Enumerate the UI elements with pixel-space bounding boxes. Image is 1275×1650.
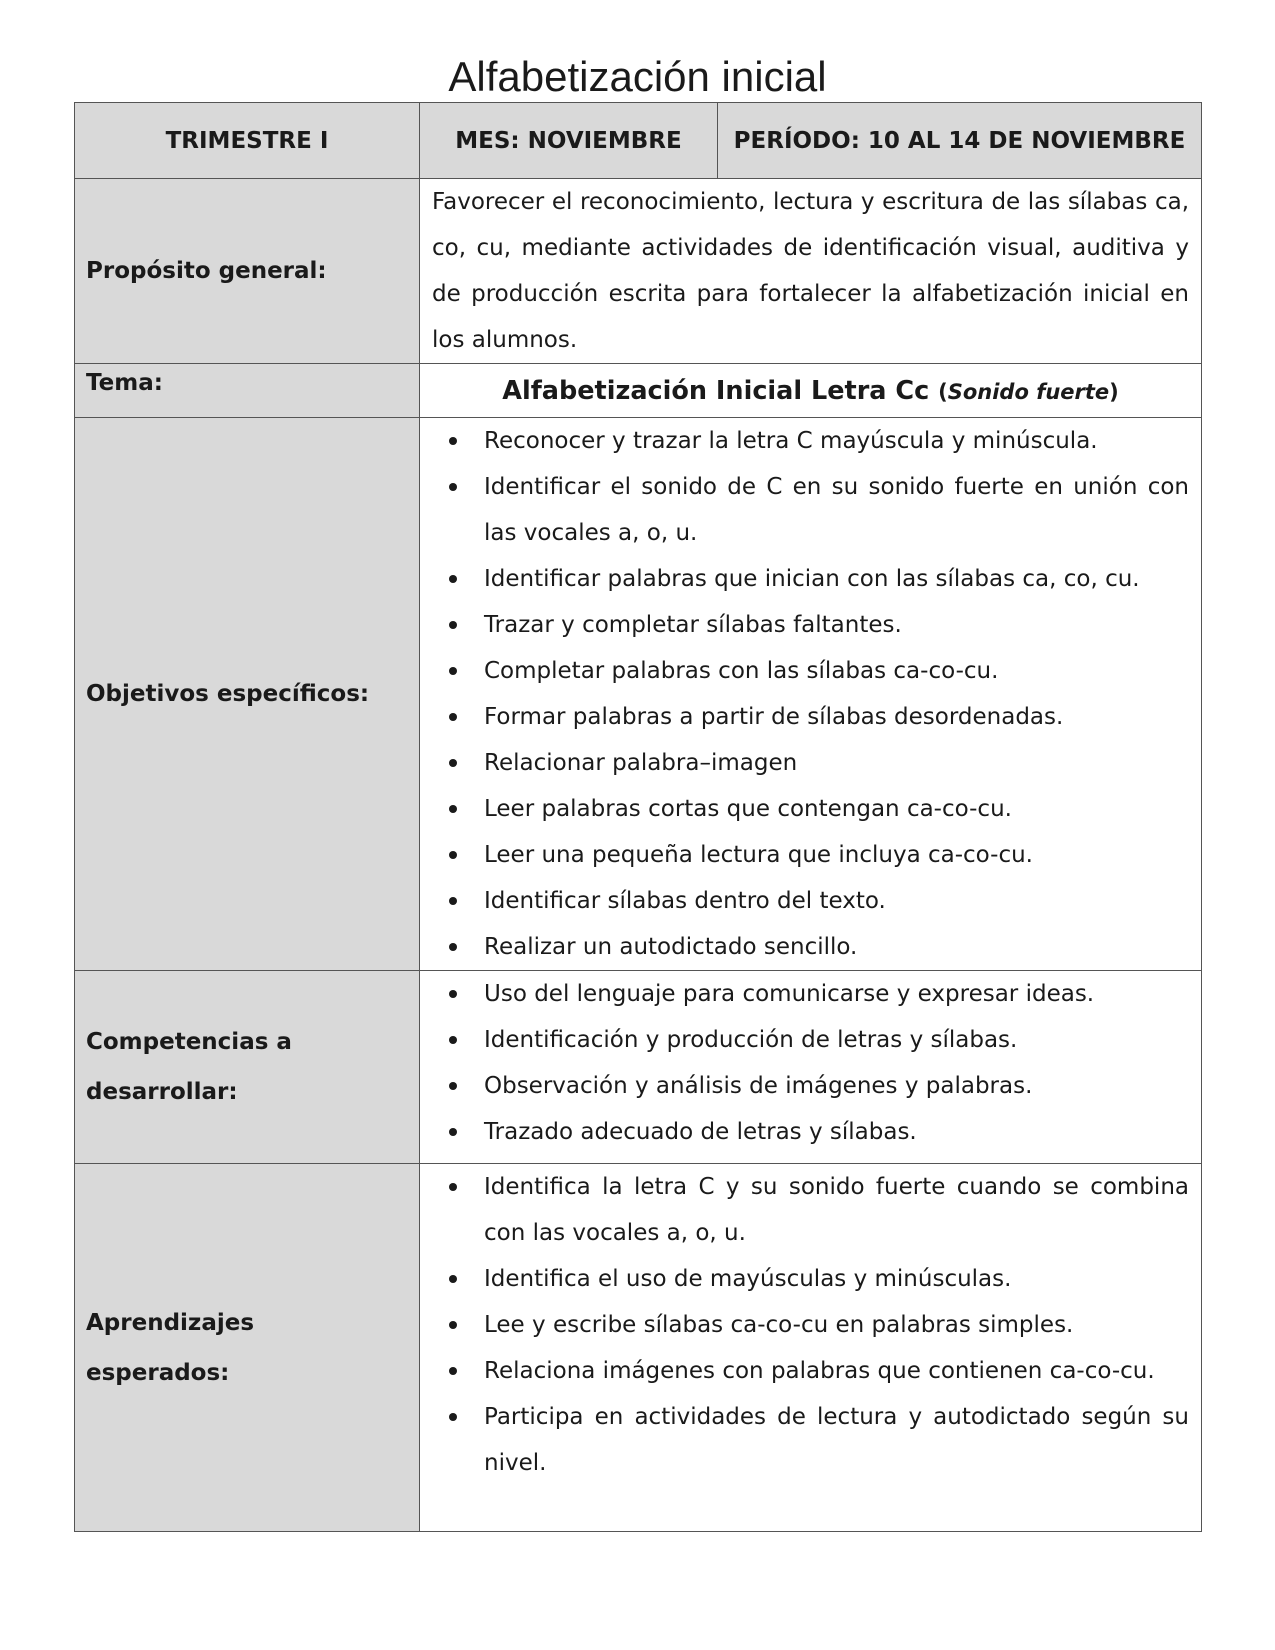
objetivos-row: [75, 418, 1202, 971]
list-item-text: Identificar sílabas dentro del texto.: [484, 888, 886, 914]
list-item: [432, 694, 1189, 740]
trimestre-cell: TRIMESTRE I: [75, 103, 420, 179]
tema-main: Alfabetización Inicial Letra Cc: [502, 375, 939, 406]
bullet-icon: [449, 1082, 457, 1090]
list-item: [432, 832, 1189, 878]
list-item: [432, 878, 1189, 924]
list-item-text: Trazar y completar sílabas faltantes.: [484, 612, 902, 638]
bullet-icon: [449, 437, 457, 445]
bullet-icon: [449, 943, 457, 951]
bullet-icon: [449, 575, 457, 583]
proposito-row: [75, 179, 1202, 364]
objetivos-label: Objetivos específicos:: [75, 418, 420, 971]
tema-open-paren: (: [938, 379, 948, 404]
competencias-content: [420, 971, 1202, 1164]
aprendizajes-content: [420, 1164, 1202, 1532]
bullet-icon: [449, 851, 457, 859]
list-item: [432, 1017, 1189, 1063]
list-item: [432, 418, 1189, 464]
list-item-text: Uso del lenguaje para comunicarse y expresar ideas.: [484, 981, 1095, 1007]
list-item: [432, 1164, 1189, 1256]
list-item-text: Leer palabras cortas que contengan ca-co-cu.: [484, 796, 1012, 822]
list-item: [432, 1063, 1189, 1109]
tema-label: Tema:: [75, 364, 420, 418]
bullet-icon: [449, 1275, 457, 1283]
bullet-icon: [449, 1321, 457, 1329]
aprendizajes-label-line2: esperados:: [86, 1359, 230, 1386]
list-item: [432, 786, 1189, 832]
document-title: Alfabetización inicial: [448, 53, 827, 100]
competencias-label-line1: Competencias a: [86, 1029, 292, 1055]
list-item-text: Trazado adecuado de letras y sílabas.: [484, 1119, 917, 1145]
list-item-text: Relaciona imágenes con palabras que contienen ca-co-cu.: [484, 1358, 1155, 1384]
bullet-icon: [449, 1413, 457, 1421]
proposito-text: Favorecer el reconocimiento, lectura y escritura de las sílabas ca, co, cu, mediante actividades de identificación visual, auditiva y de producción escrita para fortalecer la alfabetización inicial en los alumnos.: [432, 189, 1189, 353]
objetivos-list: [432, 418, 1189, 970]
competencias-list: [432, 971, 1189, 1155]
list-item: [432, 464, 1189, 556]
list-item-text: Completar palabras con las sílabas ca-co-cu.: [484, 658, 999, 684]
bullet-icon: [449, 1036, 457, 1044]
list-item: [432, 648, 1189, 694]
aprendizajes-label: [75, 1164, 420, 1532]
tema-content: [420, 364, 1202, 418]
bullet-icon: [449, 759, 457, 767]
list-item-text: Identifica la letra C y su sonido fuerte cuando se combina con las vocales a, o, u.: [484, 1174, 1189, 1246]
competencias-label-line2: desarrollar:: [86, 1079, 238, 1105]
bullet-icon: [449, 1183, 457, 1191]
bullet-icon: [449, 805, 457, 813]
list-item: [432, 1394, 1189, 1486]
planning-table: [74, 102, 1202, 1532]
competencias-label: [75, 971, 420, 1164]
list-item-text: Lee y escribe sílabas ca-co-cu en palabras simples.: [484, 1312, 1074, 1338]
bullet-icon: [449, 667, 457, 675]
list-item-text: Identificar palabras que inician con las sílabas ca, co, cu.: [484, 566, 1140, 592]
list-item-text: Formar palabras a partir de sílabas desordenadas.: [484, 704, 1064, 730]
list-item-text: Identificación y producción de letras y sílabas.: [484, 1027, 1018, 1053]
list-item-text: Realizar un autodictado sencillo.: [484, 934, 858, 960]
list-item: [432, 740, 1189, 786]
tema-subtitle: Sonido fuerte: [947, 379, 1110, 404]
list-item: [432, 1348, 1189, 1394]
objetivos-content: [420, 418, 1202, 971]
list-item-text: Relacionar palabra–imagen: [484, 750, 798, 776]
aprendizajes-label-line1: Aprendizajes: [86, 1309, 255, 1336]
bullet-icon: [449, 483, 457, 491]
list-item-text: Observación y análisis de imágenes y palabras.: [484, 1073, 1033, 1099]
list-item-text: Participa en actividades de lectura y autodictado según su nivel.: [484, 1404, 1189, 1476]
tema-close-paren: ): [1109, 379, 1119, 404]
bullet-icon: [449, 990, 457, 998]
list-item: [432, 1109, 1189, 1155]
aprendizajes-list: [432, 1164, 1189, 1486]
bullet-icon: [449, 621, 457, 629]
list-item-text: Reconocer y trazar la letra C mayúscula y minúscula.: [484, 428, 1098, 454]
list-item-text: Leer una pequeña lectura que incluya ca-co-cu.: [484, 842, 1033, 868]
list-item: [432, 556, 1189, 602]
proposito-label: Propósito general:: [75, 179, 420, 364]
competencias-row: [75, 971, 1202, 1164]
bullet-icon: [449, 897, 457, 905]
bullet-icon: [449, 1128, 457, 1136]
list-item: [432, 1256, 1189, 1302]
periodo-cell: PERÍODO: 10 AL 14 DE NOVIEMBRE: [718, 103, 1202, 179]
list-item: [432, 924, 1189, 970]
list-item-text: Identifica el uso de mayúsculas y minúsculas.: [484, 1266, 1012, 1292]
bullet-icon: [449, 713, 457, 721]
header-row: [75, 103, 1202, 179]
proposito-content: [420, 179, 1202, 364]
aprendizajes-row: [75, 1164, 1202, 1532]
list-item: [432, 971, 1189, 1017]
mes-cell: MES: NOVIEMBRE: [420, 103, 718, 179]
list-item-text: Identificar el sonido de C en su sonido fuerte en unión con las vocales a, o, u.: [484, 474, 1189, 546]
list-item: [432, 602, 1189, 648]
tema-row: [75, 364, 1202, 418]
bullet-icon: [449, 1367, 457, 1375]
list-item: [432, 1302, 1189, 1348]
